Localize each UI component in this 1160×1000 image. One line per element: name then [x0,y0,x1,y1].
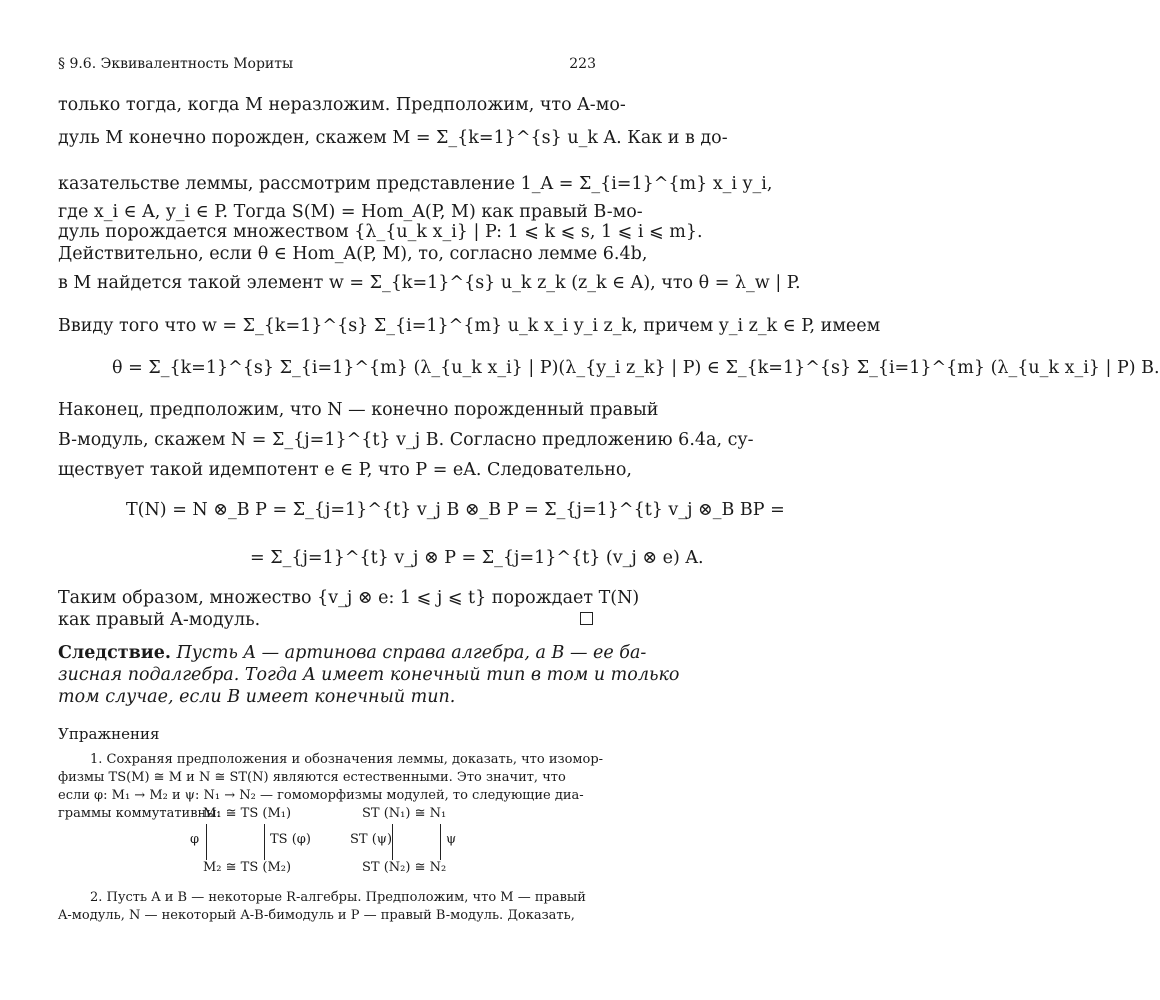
diagram-right-arrow-label-right: ψ [446,832,457,847]
diagram-left-arrow-1 [206,824,207,860]
display-equation-tn-1: T(N) = N ⊗_B P = Σ_{j=1}^{t} v_j B ⊗_B P = Σ_{j=1}^{t} v_j ⊗_B BP = [126,500,785,520]
corollary-line-1 [58,643,646,663]
page-number: 223 [569,56,596,72]
display-equation-tn-2: = Σ_{j=1}^{t} v_j ⊗ P = Σ_{j=1}^{t} (v_j ⊗ e) A. [250,548,704,568]
diagram-left-bottom: M₂ ≅ TS (M₂) [203,860,292,875]
exercise-2-line-2: A-модуль, N — некоторый A-B-бимодуль и P — правый B-модуль. Доказать, [58,908,575,923]
corollary-label: Следствие. [58,643,171,663]
corollary-line-2: зисная подалгебра. Тогда A имеет конечный тип в том и только [58,665,680,685]
body-line-13: как правый A-модуль. [58,610,261,630]
body-line-2: дуль M конечно порожден, скажем M = Σ_{k=1}^{s} u_k A. Как и в до- [58,128,728,148]
diagram-left-arrow-label-left: φ [190,832,200,847]
diagram-left-arrow-label-right: TS (φ) [270,832,311,847]
corollary-text-1: Пусть A — артинова справа алгебра, а B — ее ба- [176,643,647,663]
exercises-title: Упражнения [58,725,160,743]
body-line-7: в M найдется такой элемент w = Σ_{k=1}^{s} u_k z_k (z_k ∈ A), что θ = λ_w | P. [58,273,801,293]
body-line-8: Ввиду того что w = Σ_{k=1}^{s} Σ_{i=1}^{m} u_k x_i y_i z_k, причем y_i z_k ∈ P, имеем [58,316,881,336]
diagram-left-arrow-2 [264,824,265,860]
display-equation-theta: θ = Σ_{k=1}^{s} Σ_{i=1}^{m} (λ_{u_k x_i} | P)(λ_{y_i z_k} | P) ∈ Σ_{k=1}^{s} Σ_{i=1}^{m} (λ_{u_k x_i} | P) B. [112,358,1160,378]
body-line-10: B-модуль, скажем N = Σ_{j=1}^{t} v_j B. Согласно предложению 6.4a, су- [58,430,754,450]
diagram-right-arrow-label-left: ST (ψ) [350,832,393,847]
exercise-1-line-4: граммы коммутативны: [58,806,221,821]
diagram-right-top: ST (N₁) ≅ N₁ [362,806,447,821]
body-line-5: дуль порождается множеством {λ_{u_k x_i} | P: 1 ⩽ k ⩽ s, 1 ⩽ i ⩽ m}. [58,222,703,242]
body-line-3: казательстве леммы, рассмотрим представление 1_A = Σ_{i=1}^{m} x_i y_i, [58,174,773,194]
exercise-1-line-1: 1. Сохраняя предположения и обозначения леммы, доказать, что изомор- [90,752,604,767]
body-line-6: Действительно, если θ ∈ Hom_A(P, M), то, согласно лемме 6.4b, [58,244,648,264]
exercise-1-line-2: физмы TS(M) ≅ M и N ≅ ST(N) являются естественными. Это значит, что [58,770,566,785]
body-line-11: ществует такой идемпотент e ∈ P, что P = eA. Следовательно, [58,460,632,480]
diagram-right-arrow-2 [440,824,441,860]
body-line-1: только тогда, когда M неразложим. Предположим, что A-мо- [58,95,626,115]
running-header: § 9.6. Эквивалентность Мориты [58,56,294,72]
diagram-left-top: M₁ ≅ TS (M₁) [203,806,292,821]
body-line-12: Таким образом, множество {v_j ⊗ e: 1 ⩽ j ⩽ t} порождает T(N) [58,588,640,608]
exercise-1-line-3: если φ: M₁ → M₂ и ψ: N₁ → N₂ — гомоморфизмы модулей, то следующие диа- [58,788,584,803]
diagram-right-arrow-1 [392,824,393,860]
body-line-4: где x_i ∈ A, y_i ∈ P. Тогда S(M) = Hom_A(P, M) как правый B-мо- [58,202,643,222]
diagram-right-bottom: ST (N₂) ≅ N₂ [362,860,447,875]
corollary-line-3: том случае, если B имеет конечный тип. [58,687,456,707]
body-line-9: Наконец, предположим, что N — конечно порожденный правый [58,400,659,420]
exercise-2-line-1: 2. Пусть A и B — некоторые R-алгебры. Предположим, что M — правый [90,890,586,905]
qed-box [580,612,593,625]
